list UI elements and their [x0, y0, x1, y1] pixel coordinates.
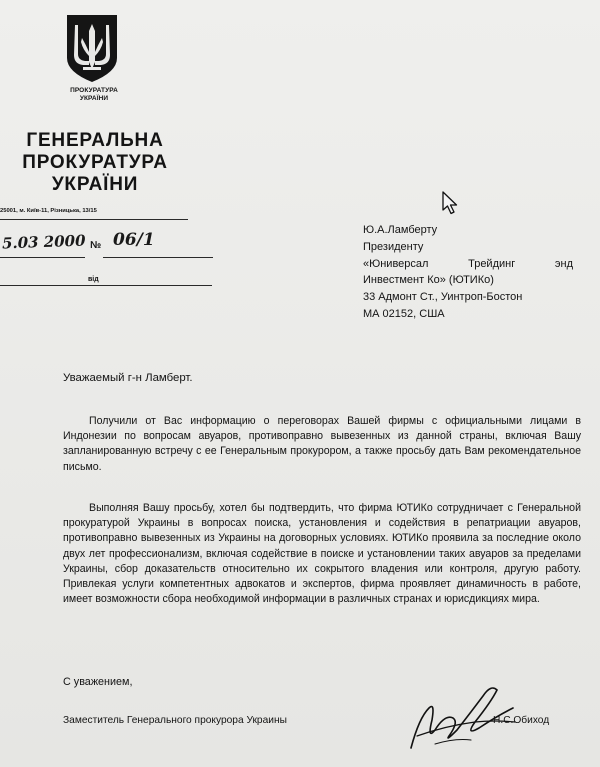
recipient-street: 33 Адмонт Ст., Уинтроп-Бостон [363, 291, 523, 304]
small-org-line2: УКРАЇНИ [79, 95, 109, 102]
date-handwritten: 5.03 2000 [1, 231, 86, 253]
company-word-2: Трейдинг [468, 257, 516, 270]
mouse-pointer-icon [441, 191, 459, 215]
small-org-line1: ПРОКУРАТУРА [70, 87, 118, 94]
number-line [103, 257, 213, 258]
organization-title [0, 130, 190, 196]
recipient-block [363, 222, 573, 323]
body-paragraph-1: Получили от Вас информацию о переговорах Вашей фирмы с официальными лицами в Индонезии по вопросам авуаров, противоправно вывезенных из данной страны, включая Вашу запланированную встречу с ее Генеральным прокурором, а также просьбу дать Вам рекомендательное письмо. [63, 415, 581, 473]
signer-name: Н.С.Обиход [493, 715, 550, 726]
company-word-3: энд [554, 257, 573, 270]
recipient-city: МА 02152, США [363, 307, 445, 320]
org-line2: ПРОКУРАТУРА [22, 152, 168, 173]
address-underline [0, 219, 188, 220]
number-label: № [90, 240, 102, 251]
date-line [0, 257, 85, 258]
vid-line [0, 285, 212, 286]
number-handwritten: 06/1 [113, 230, 155, 250]
org-line1: ГЕНЕРАЛЬНА [26, 130, 164, 151]
recipient-name: Ю.А.Ламберту [363, 224, 438, 236]
signer-title: Заместитель Генерального прокурора Украины [63, 715, 287, 726]
body-paragraph-2: Выполняя Вашу просьбу, хотел бы подтвердить, что фирма ЮТИКо сотрудничает с Генеральной прокуратурой Украины в вопросах поиска, установления и содействия в репатриации авуаров, противоправно вывезенных из Украины на договорных условиях. ЮТИКо проявила за последние около двух лет профессионализм, включая содействие в поиске и установлении таких авуаров за пределами Украины, сбор доказательств относительно их сокрытого владения или контроля, другую работу. Привлекая услуги компетентных адвокатов и экспертов, фирма проявляет динамичность в работе, имеет возможности сбора необходимой информации в различных странах и юрисдикциях мира. [63, 502, 581, 606]
org-line3: УКРАЇНИ [51, 174, 139, 195]
recipient-position: Президенту [363, 240, 424, 253]
closing-regards: С уважением, [63, 676, 133, 688]
org-address: 25001, м. Київ-11, Різницька, 13/15 [0, 208, 97, 214]
recipient-company-line2: Инвестмент Ко» (ЮТИКо) [363, 274, 494, 287]
vid-label: від [88, 276, 99, 283]
company-word-1: «Юниверсал [363, 257, 429, 270]
small-org-name [50, 87, 138, 103]
trident-emblem-icon [63, 12, 121, 84]
salutation: Уважаемый г-н Ламберт. [63, 372, 193, 384]
recipient-company-line [363, 256, 573, 273]
